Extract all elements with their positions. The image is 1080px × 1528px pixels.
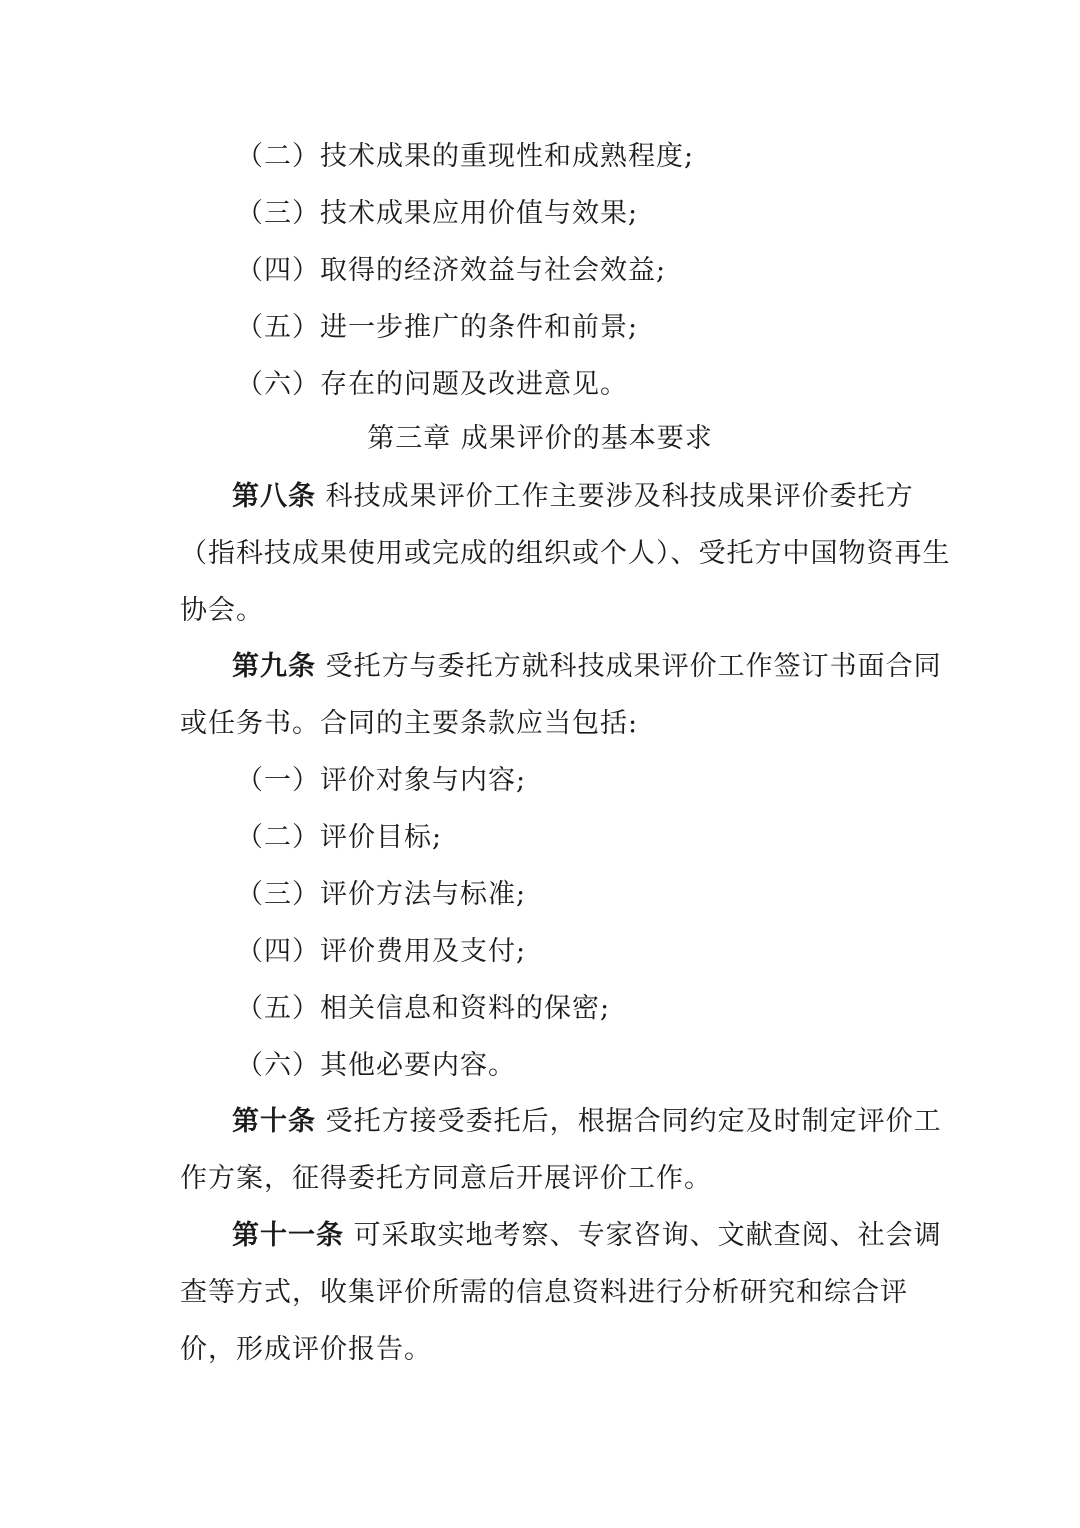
article-10-first-line xyxy=(232,1105,942,1139)
list-item: （三）技术成果应用价值与效果; xyxy=(236,198,639,229)
article-text: 受托方接受委托后，根据合同约定及时制定评价工 xyxy=(325,1106,942,1137)
list-item: （四）评价费用及支付; xyxy=(236,936,527,967)
list-item: （一）评价对象与内容; xyxy=(236,765,527,796)
article-text: 作方案，征得委托方同意后开展评价工作。 xyxy=(180,1163,712,1194)
article-text: 协会。 xyxy=(180,595,264,626)
article-text: 价，形成评价报告。 xyxy=(180,1334,432,1365)
list-item: （五）进一步推广的条件和前景; xyxy=(236,312,639,343)
article-label: 第九条 xyxy=(232,651,316,682)
article-text: 科技成果评价工作主要涉及科技成果评价委托方 xyxy=(325,481,914,512)
list-item: （三）评价方法与标准; xyxy=(236,879,527,910)
article-text: 或任务书。合同的主要条款应当包括: xyxy=(180,708,639,739)
article-text: 查等方式，收集评价所需的信息资料进行分析研究和综合评 xyxy=(180,1277,908,1308)
article-label: 第十条 xyxy=(232,1106,316,1137)
article-label: 第八条 xyxy=(232,481,316,512)
list-item: （六）存在的问题及改进意见。 xyxy=(236,369,628,400)
list-item: （二）技术成果的重现性和成熟程度; xyxy=(236,141,695,172)
article-text: 可采取实地考察、专家咨询、文献查阅、社会调 xyxy=(353,1220,942,1251)
list-item: （四）取得的经济效益与社会效益; xyxy=(236,255,667,286)
list-item: （六）其他必要内容。 xyxy=(236,1050,516,1081)
article-8-first-line xyxy=(232,480,914,514)
article-11-first-line xyxy=(232,1219,942,1253)
article-text: （指科技成果使用或完成的组织或个人）、受托方中国物资再生 xyxy=(180,538,951,569)
article-label: 第十一条 xyxy=(232,1220,344,1251)
list-item: （二）评价目标; xyxy=(236,822,443,853)
article-text: 受托方与委托方就科技成果评价工作签订书面合同 xyxy=(325,651,942,682)
chapter-title: 第三章 成果评价的基本要求 xyxy=(367,423,713,454)
list-item: （五）相关信息和资料的保密; xyxy=(236,993,611,1024)
article-9-first-line xyxy=(232,650,942,684)
